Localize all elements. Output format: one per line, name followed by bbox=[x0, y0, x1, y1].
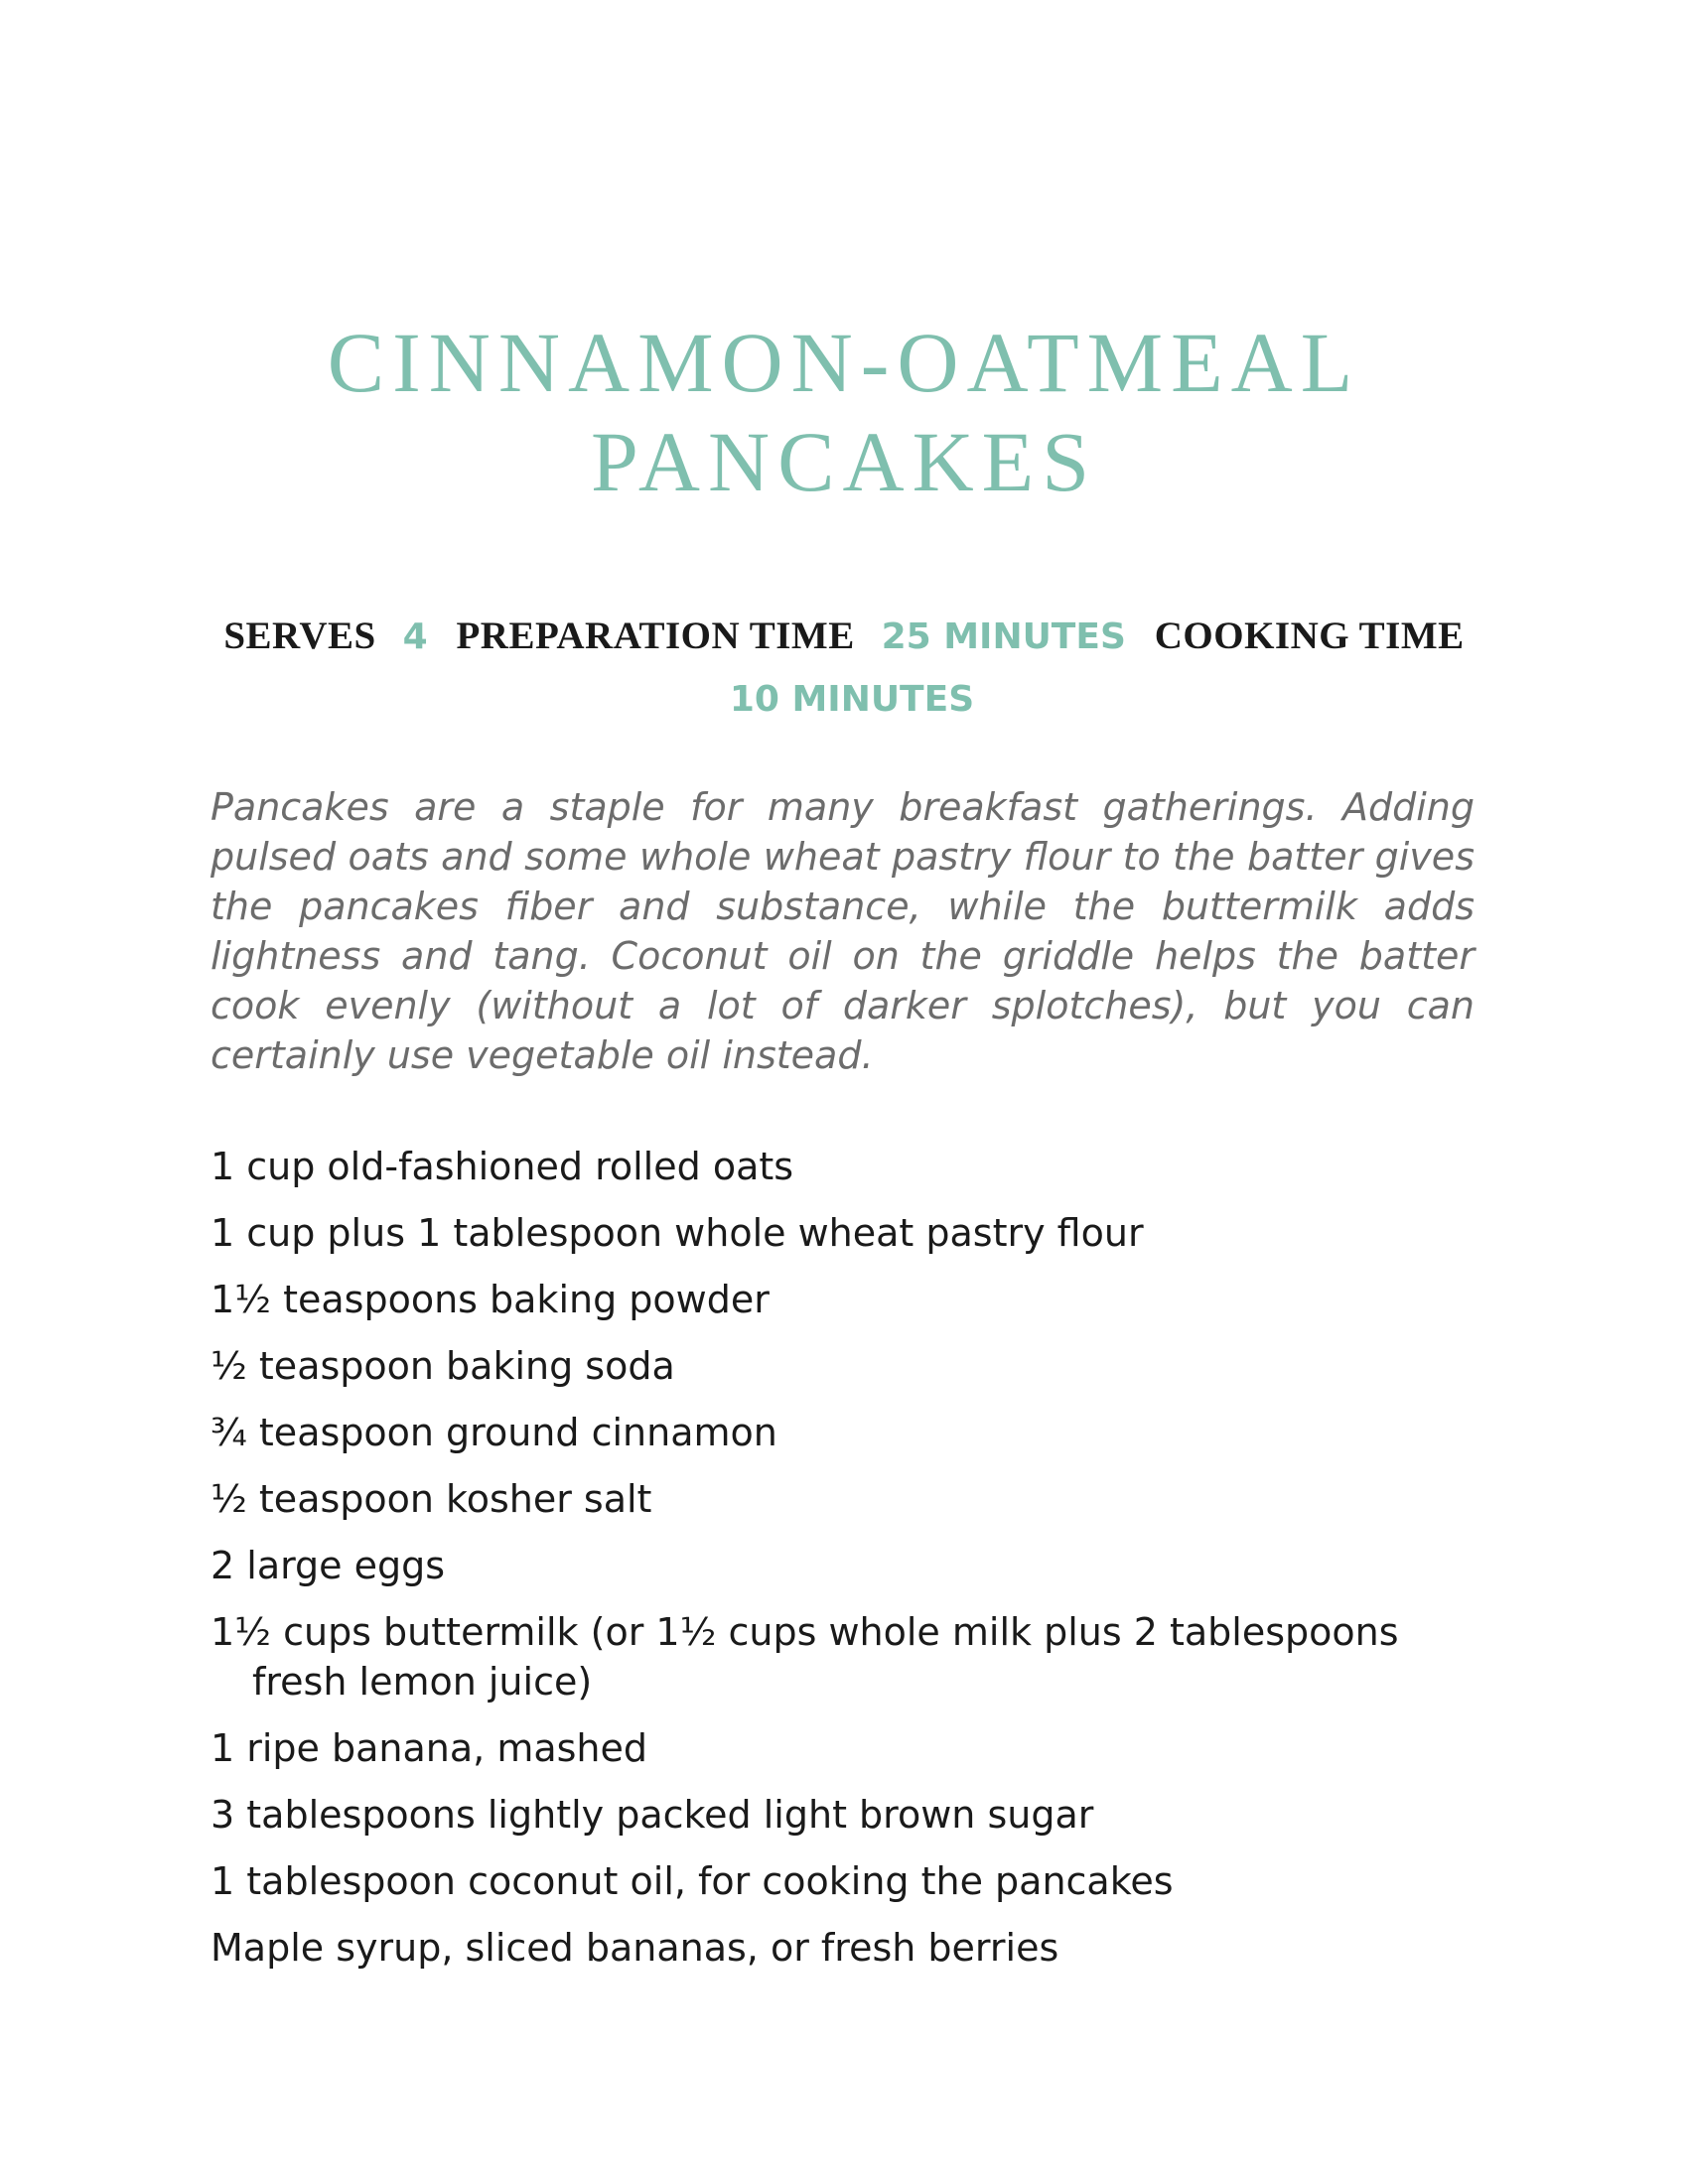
ingredient-item: Maple syrup, sliced bananas, or fresh berries bbox=[211, 1926, 1059, 1970]
ingredient-item: 1 ripe banana, mashed bbox=[211, 1726, 648, 1770]
ingredient-item: ½ teaspoon baking soda bbox=[211, 1344, 675, 1388]
ingredient-item: 3 tablespoons lightly packed light brown sugar bbox=[211, 1793, 1094, 1837]
prep-time-label: PREPARATION TIME bbox=[456, 614, 855, 657]
recipe-title bbox=[0, 313, 1688, 511]
ingredient-item: 1 cup old-fashioned rolled oats bbox=[211, 1145, 794, 1188]
ingredient-list bbox=[211, 1142, 1501, 1989]
ingredient-item: 2 large eggs bbox=[211, 1544, 446, 1587]
prep-time-value: 25 MINUTES bbox=[881, 616, 1126, 657]
recipe-meta bbox=[149, 606, 1539, 731]
cook-time-label: COOKING TIME bbox=[1154, 614, 1465, 657]
ingredient-item: 1 tablespoon coconut oil, for cooking the pancakes bbox=[211, 1859, 1174, 1903]
serves-value: 4 bbox=[402, 616, 428, 657]
ingredient-item: 1 cup plus 1 tablespoon whole wheat pastry flour bbox=[211, 1211, 1144, 1255]
ingredient-item: 1½ cups buttermilk (or 1½ cups whole milk plus 2 tablespoons fresh lemon juice) bbox=[211, 1610, 1399, 1704]
ingredient-item: ¾ teaspoon ground cinnamon bbox=[211, 1411, 777, 1454]
recipe-title-line-2: PANCAKES bbox=[590, 414, 1098, 509]
cook-time-value: 10 MINUTES bbox=[729, 679, 975, 720]
recipe-title-line-1: CINNAMON-OATMEAL bbox=[327, 315, 1361, 410]
ingredient-item: ½ teaspoon kosher salt bbox=[211, 1477, 652, 1521]
recipe-intro: Pancakes are a staple for many breakfast gatherings. Adding pulsed oats and some whole wheat pastry flour to the batter gives the pancakes fiber and substance, while the buttermilk adds lightness and tang. Coconut oil on the griddle helps the batter cook evenly (without a lot of darker splotches), but you can certainly use vegetable oil instead. bbox=[211, 785, 1475, 1077]
ingredient-item: 1½ teaspoons baking powder bbox=[211, 1278, 770, 1321]
serves-label: SERVES bbox=[223, 614, 376, 657]
